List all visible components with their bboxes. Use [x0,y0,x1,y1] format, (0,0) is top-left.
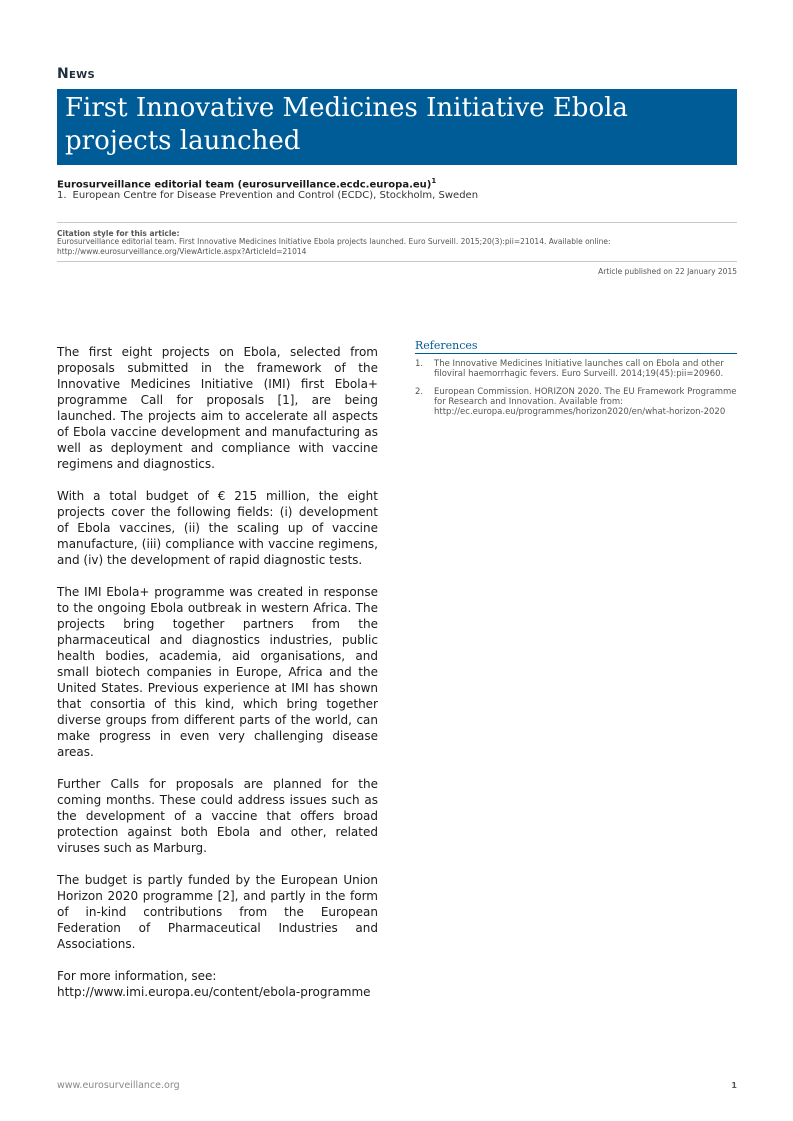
references-rule [415,353,737,354]
author-affiliation-marker: 1 [431,177,437,185]
citation-bottom-rule [57,261,737,262]
references-list [415,359,737,425]
footer-url[interactable]: www.eurosurveillance.org [57,1080,180,1091]
citation-heading: Citation style for this article: [57,229,180,238]
section-label: News [57,66,95,82]
reference-number: 1. [415,359,424,369]
more-info-link[interactable]: http://www.imi.europa.eu/content/ebola-programme [57,985,371,999]
citation-top-rule [57,222,737,223]
body-paragraph-4: Further Calls for proposals are planned for the coming months. These could address issues such as the development of a vaccine that offers broad protection against both Ebola and other, related viruses such as Marburg. [57,777,378,855]
reference-text: European Commission. HORIZON 2020. The EU Framework Programme for Research and Innovation. Available from: http://ec.europa.eu/programmes/horizon2020/en/what-horizon-2020 [434,387,737,417]
article-title: First Innovative Medicines Initiative Ebola projects launched [65,93,628,156]
reference-item [415,387,737,417]
references-heading: References [415,339,478,352]
title-banner [57,89,737,165]
reference-item [415,359,737,379]
body-paragraph-2: With a total budget of € 215 million, the eight projects cover the following fields: (i) development of Ebola vaccines, (ii) the scaling up of vaccine manufacture, (iii) compliance with vaccine regimens, and (iv) the development of rapid diagnostic tests. [57,489,378,567]
reference-number: 2. [415,387,424,397]
citation-text: Eurosurveillance editorial team. First Innovative Medicines Initiative Ebola projects launched. Euro Surveill. 2015;20(3):pii=21014. Available online: http://www.eurosurveillance.org/ViewArticle.aspx?ArticleId=21014 [57,237,611,256]
more-info [57,968,378,1000]
more-info-label: For more information, see: [57,969,217,983]
affiliation-line [57,190,478,201]
author-line [57,177,436,190]
body-paragraph-1: The first eight projects on Ebola, selected from proposals submitted in the framework of the Innovative Medicines Initiative (IMI) first Ebola+ programme Call for proposals [1], are being launched. The projects aim to accelerate all aspects of Ebola vaccine development and manufacturing as well as deployment and compliance with vaccine regimens and diagnostics. [57,345,378,471]
article-body [57,344,378,1016]
page-number: 1 [731,1081,737,1090]
body-paragraph-5: The budget is partly funded by the European Union Horizon 2020 programme [2], and partly in the form of in-kind contributions from the European Federation of Pharmaceutical Industries and Associations. [57,873,378,951]
author-name: Eurosurveillance editorial team (eurosurveillance.ecdc.europa.eu) [57,179,432,191]
affiliation-text: European Centre for Disease Prevention and Control (ECDC), Stockholm, Sweden [72,190,479,201]
reference-text: The Innovative Medicines Initiative launches call on Ebola and other filoviral haemorrhagic fevers. Euro Surveill. 2014;19(45):pii=20960. [434,359,724,379]
body-paragraph-3: The IMI Ebola+ programme was created in response to the ongoing Ebola outbreak in western Africa. The projects bring together partners from the pharmaceutical and diagnostics industries, public health bodies, academia, aid organisations, and small biotech companies in Europe, Africa and the United States. Previous experience at IMI has shown that consortia of this kind, which bring together diverse groups from different parts of the world, can make progress in even very challenging disease areas. [57,585,378,759]
affiliation-number: 1. [57,190,67,201]
published-date: Article published on 22 January 2015 [598,267,737,276]
